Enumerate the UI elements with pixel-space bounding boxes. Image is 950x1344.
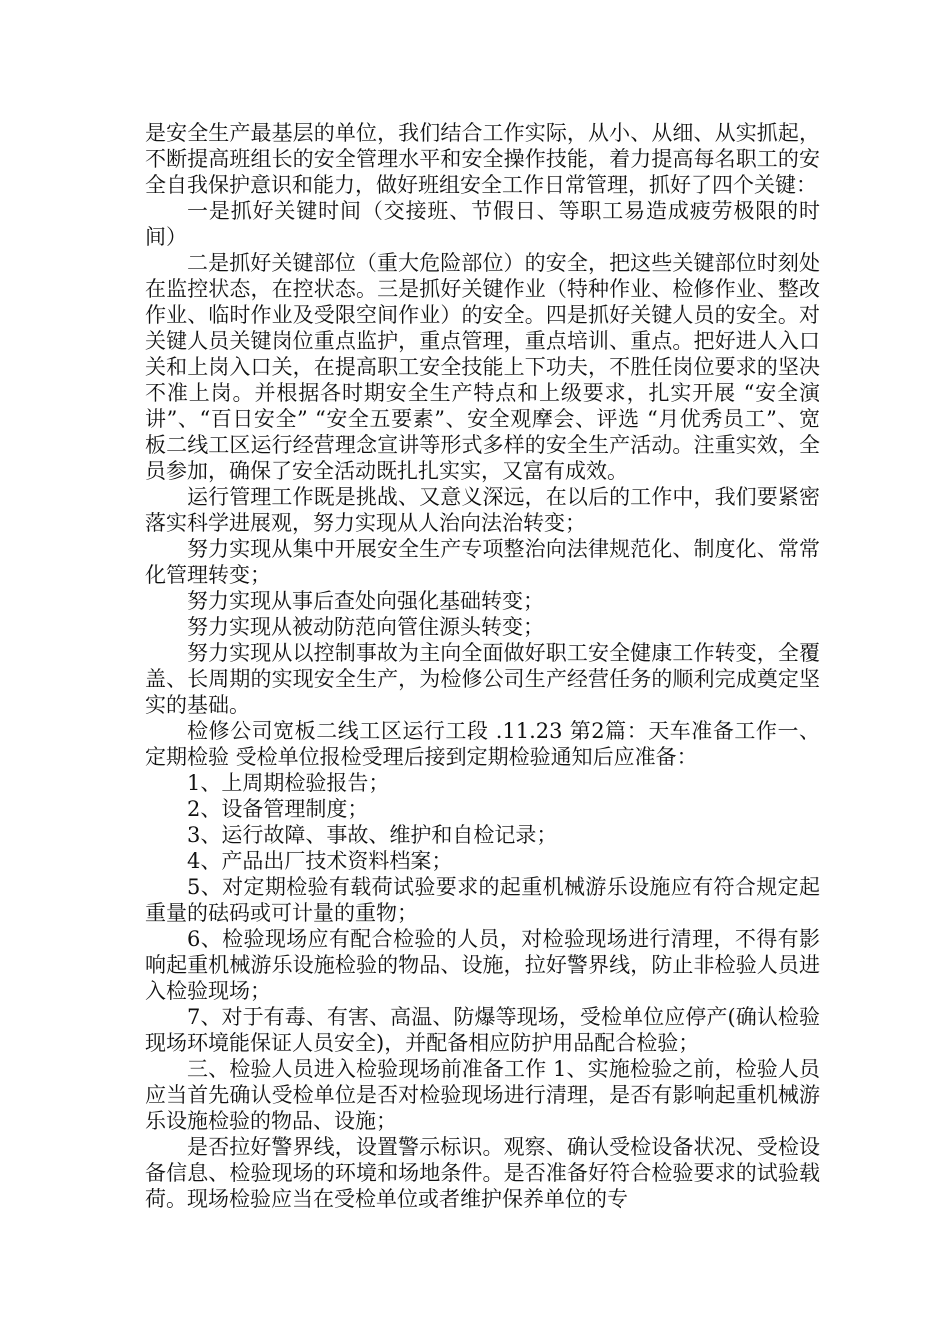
paragraph-1: 是安全生产最基层的单位，我们结合工作实际，从小、从细、从实抓起，不断提高班组长的安全管理水平和安全操作技能，着力提高每名职工的安全自我保护意识和能力，做好班组安全工作日常管理，抓好了四个关键： xyxy=(145,121,820,197)
paragraph-11: 是否拉好警界线，设置警示标识。观察、确认受检设备状况、受检设备信息、检验现场的环境和场地条件。是否准备好符合检验要求的试验载荷。现场检验应当在受检单位或者维护保养单位的专 xyxy=(145,1135,820,1211)
list-item-1: 1、上周期检验报告； xyxy=(187,771,390,795)
paragraph-5: 努力实现从集中开展安全生产专项整治向法律规范化、制度化、常常化管理转变； xyxy=(145,537,820,587)
paragraph-9: 检修公司宽板二线工区运行工段 .11.23 第2篇：天车准备工作一、定期检验 受检单位报检受理后接到定期检验通知后应准备： xyxy=(145,719,820,769)
list-item-5: 5、对定期检验有载荷试验要求的起重机械游乐设施应有符合规定起重量的砝码或可计量的重物； xyxy=(145,875,820,925)
paragraph-8: 努力实现从以控制事故为主向全面做好职工安全健康工作转变，全覆盖、长周期的实现安全生产，为检修公司生产经营任务的顺利完成奠定坚实的基础。 xyxy=(145,641,820,717)
paragraph-3: 二是抓好关键部位（重大危险部位）的安全，把这些关键部位时刻处在监控状态，在控状态。三是抓好关键作业（特种作业、检修作业、整改作业、临时作业及受限空间作业）的安全。四是抓好关键人员的安全。对关键人员关键岗位重点监护，重点管理，重点培训、重点。把好进人入口关和上岗入口关，在提高职工安全技能上下功夫，不胜任岗位要求的坚决不准上岗。并根据各时期安全生产特点和上级要求，扎实开展 “安全演讲”、“百日安全” “安全五要素”、安全观摩会、评选 “月优秀员工”、宽板二线工区运行经营理念宣讲等形式多样的安全生产活动。注重实效，全员参加，确保了安全活动既扎扎实实，又富有成效。 xyxy=(145,251,820,483)
list-item-4: 4、产品出厂技术资料档案； xyxy=(187,849,453,873)
list-item-7: 7、对于有毒、有害、高温、防爆等现场，受检单位应停产(确认检验现场环境能保证人员安全)，并配备相应防护用品配合检验； xyxy=(145,1005,820,1055)
paragraph-2: 一是抓好关键时间（交接班、节假日、等职工易造成疲劳极限的时间） xyxy=(145,199,820,249)
list-item-3: 3、运行故障、事故、维护和自检记录； xyxy=(187,823,558,847)
paragraph-10: 三、检验人员进入检验现场前准备工作 1、实施检验之前，检验人员应当首先确认受检单位是否对检验现场进行清理，是否有影响起重机械游乐设施检验的物品、设施； xyxy=(145,1057,820,1133)
paragraph-4: 运行管理工作既是挑战、又意义深远，在以后的工作中，我们要紧密落实科学进展观，努力实现从人治向法治转变； xyxy=(145,485,820,535)
list-item-2: 2、设备管理制度； xyxy=(187,797,369,821)
paragraph-6: 努力实现从事后查处向强化基础转变； xyxy=(187,589,544,613)
document-body xyxy=(145,120,820,1212)
list-item-6: 6、检验现场应有配合检验的人员，对检验现场进行清理，不得有影响起重机械游乐设施检验的物品、设施，拉好警界线，防止非检验人员进入检验现场； xyxy=(145,927,820,1003)
paragraph-7: 努力实现从被动防范向管住源头转变； xyxy=(187,615,544,639)
